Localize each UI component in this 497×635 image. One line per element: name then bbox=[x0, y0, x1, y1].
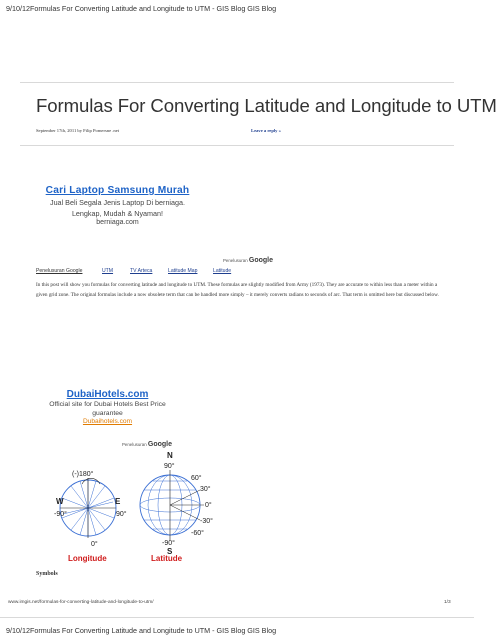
post-meta: September 17th, 2011 by Filip Pomersne .net bbox=[36, 128, 120, 133]
label-south: S bbox=[167, 547, 173, 556]
latitude-globe bbox=[140, 451, 213, 563]
ad-text-line-1: Jual Beli Segala Jenis Laptop Di berniaga. bbox=[49, 198, 186, 207]
meta-divider bbox=[20, 145, 454, 146]
leave-reply-link[interactable]: Leave a reply » bbox=[251, 128, 281, 133]
intro-paragraph: In this post will show you formulas for converting latitude and longitude to UTM. These formulas are slightly modified from Army (1973). They are accurate to within less than a meter within a given grid zone. The original formulas include a now obsolete term that can be handled more simply – it merely converts radians to seconds of arc. That term is omitted here but discussed below. bbox=[36, 282, 439, 298]
footer-page-number: 1/3 bbox=[444, 600, 451, 605]
top-divider bbox=[20, 82, 454, 83]
label-lat-90: 90° bbox=[164, 463, 175, 470]
page-title: Formulas For Converting Latitude and Longitude to UTM bbox=[36, 95, 497, 116]
label-west: W bbox=[56, 497, 64, 506]
label-0: 0° bbox=[91, 541, 98, 548]
label-lat-30: 30° bbox=[200, 486, 211, 493]
browser-print-header: 9/10/12Formulas For Converting Latitude and Longitude to UTM - GIS Blog GIS Blog bbox=[6, 4, 277, 13]
label-lat-minus30: -30° bbox=[200, 518, 213, 525]
nav-link-utm[interactable]: UTM bbox=[102, 268, 114, 274]
label-lat-60: 60° bbox=[191, 475, 202, 482]
ads-by-google-label bbox=[223, 257, 273, 264]
label-east: E bbox=[115, 497, 121, 506]
ad-block-laptop[interactable] bbox=[40, 185, 195, 226]
label-90: 90° bbox=[116, 511, 127, 518]
ads-prefix: Penelusuran bbox=[223, 258, 248, 263]
ad-headline[interactable]: DubaiHotels.com bbox=[66, 389, 149, 400]
label-north: N bbox=[167, 451, 173, 460]
nav-link-latitude-map[interactable]: Latitude Map bbox=[168, 268, 198, 274]
ad-text-line-1: Official site for Dubai Hotels Best Price bbox=[49, 401, 166, 408]
footer-url: www.imgis.net/formulas-for-converting-latitude-and-longitude-to-utm/ bbox=[8, 600, 154, 605]
longitude-globe bbox=[54, 470, 127, 563]
ads-by-google-label-2 bbox=[122, 441, 172, 448]
symbols-heading: Symbols bbox=[36, 571, 58, 577]
ads-prefix: Penelusuran bbox=[122, 442, 147, 447]
lat-long-figure bbox=[54, 448, 238, 570]
nav-link-tv-arteca[interactable]: TV Arteca bbox=[130, 268, 153, 274]
google-logo-text: Google bbox=[147, 441, 173, 448]
label-minus90: -90° bbox=[54, 511, 67, 518]
ad-url[interactable]: berniaga.com bbox=[96, 219, 139, 226]
nav-link-latitude[interactable]: Latitude bbox=[213, 268, 232, 274]
ad-text-line-2: guarantee bbox=[92, 410, 123, 417]
nav-link-penelusuran[interactable]: Penelusuran Google bbox=[36, 268, 83, 274]
label-lat-minus90: -90° bbox=[162, 540, 175, 547]
ad-headline[interactable]: Cari Laptop Samsung Murah bbox=[45, 185, 190, 196]
ad-text-line-2: Lengkap, Mudah & Nyaman! bbox=[71, 209, 164, 218]
longitude-caption: Longitude bbox=[68, 554, 107, 563]
label-lat-0: 0° bbox=[205, 502, 212, 509]
latitude-caption: Latitude bbox=[151, 554, 183, 563]
label-minus180: (-)180° bbox=[72, 471, 94, 478]
google-logo-text: Google bbox=[248, 257, 274, 264]
label-lat-minus60: -60° bbox=[191, 530, 204, 537]
ad-block-dubai[interactable] bbox=[40, 389, 175, 425]
page-break-divider bbox=[0, 617, 474, 618]
ad-url[interactable]: Dubaihotels.com bbox=[82, 418, 133, 425]
browser-print-header-next: 9/10/12Formulas For Converting Latitude and Longitude to UTM - GIS Blog GIS Blog bbox=[6, 626, 277, 635]
